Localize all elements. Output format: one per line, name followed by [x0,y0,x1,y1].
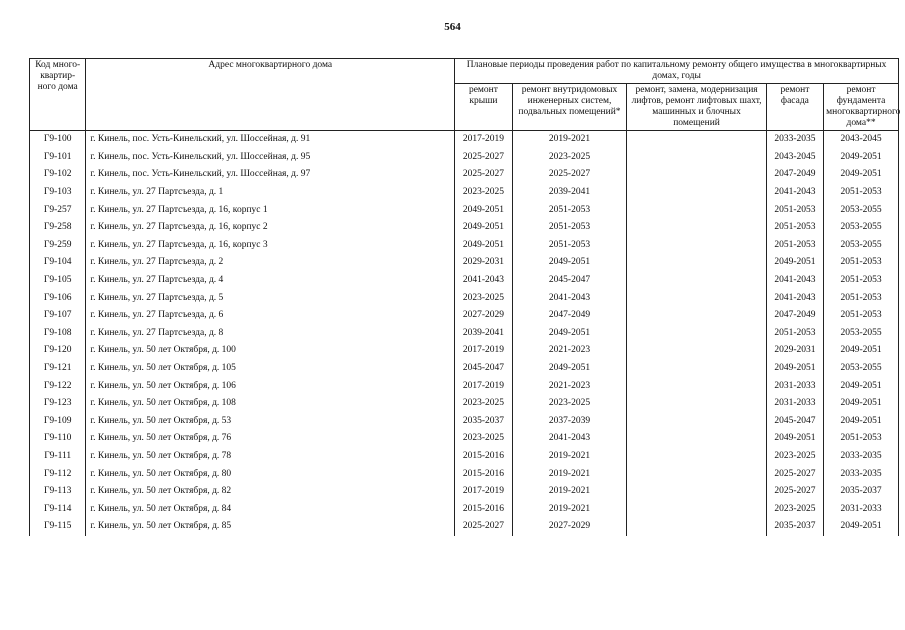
cell-code: Г9-114 [30,500,86,518]
cell-lifts [627,289,766,307]
cell-facade: 2025-2027 [766,483,823,501]
cell-lifts [627,149,766,167]
cell-foundation: 2053-2055 [824,201,899,219]
cell-facade: 2051-2053 [766,219,823,237]
cell-address: г. Кинель, ул. 27 Партсъезда, д. 6 [86,307,455,325]
cell-address: г. Кинель, ул. 50 лет Октября, д. 105 [86,360,455,378]
cell-foundation: 2035-2037 [824,483,899,501]
cell-roof: 2041-2043 [455,272,512,290]
table-row [30,483,899,501]
cell-foundation: 2049-2051 [824,518,899,536]
cell-code: Г9-123 [30,395,86,413]
cell-foundation: 2049-2051 [824,149,899,167]
cell-address: г. Кинель, ул. 50 лет Октября, д. 100 [86,342,455,360]
cell-roof: 2015-2016 [455,500,512,518]
cell-engineering: 2019-2021 [512,483,627,501]
cell-foundation: 2053-2055 [824,325,899,343]
cell-roof: 2049-2051 [455,237,512,255]
cell-roof: 2017-2019 [455,483,512,501]
cell-foundation: 2049-2051 [824,413,899,431]
cell-facade: 2029-2031 [766,342,823,360]
cell-lifts [627,377,766,395]
header-engineering: ремонт внутридомовых инженерных систем, подвальных помещений* [512,84,627,131]
cell-engineering: 2019-2021 [512,500,627,518]
cell-foundation: 2051-2053 [824,184,899,202]
cell-code: Г9-107 [30,307,86,325]
cell-code: Г9-111 [30,448,86,466]
cell-lifts [627,518,766,536]
cell-roof: 2049-2051 [455,201,512,219]
cell-code: Г9-120 [30,342,86,360]
cell-lifts [627,395,766,413]
cell-roof: 2017-2019 [455,377,512,395]
cell-foundation: 2049-2051 [824,377,899,395]
cell-lifts [627,272,766,290]
cell-foundation: 2049-2051 [824,395,899,413]
table-row [30,465,899,483]
cell-facade: 2047-2049 [766,166,823,184]
cell-engineering: 2049-2051 [512,254,627,272]
header-code: Код много-квартир-ного дома [30,59,86,131]
header-lifts: ремонт, замена, модернизация лифтов, ремонт лифтовых шахт, машинных и блочных помещений [627,84,766,131]
cell-foundation: 2053-2055 [824,360,899,378]
cell-facade: 2023-2025 [766,448,823,466]
cell-facade: 2049-2051 [766,430,823,448]
cell-engineering: 2027-2029 [512,518,627,536]
cell-foundation: 2031-2033 [824,500,899,518]
cell-address: г. Кинель, ул. 50 лет Октября, д. 85 [86,518,455,536]
cell-foundation: 2043-2045 [824,131,899,149]
cell-lifts [627,465,766,483]
cell-address: г. Кинель, пос. Усть-Кинельский, ул. Шоссейная, д. 95 [86,149,455,167]
table-row [30,131,899,149]
table-row [30,342,899,360]
cell-engineering: 2021-2023 [512,377,627,395]
table-row [30,201,899,219]
header-foundation: ремонт фундамента многоквартирного дома** [824,84,899,131]
cell-code: Г9-102 [30,166,86,184]
cell-facade: 2023-2025 [766,500,823,518]
cell-roof: 2015-2016 [455,465,512,483]
cell-roof: 2025-2027 [455,149,512,167]
table-row [30,448,899,466]
cell-code: Г9-122 [30,377,86,395]
cell-lifts [627,254,766,272]
header-address: Адрес многоквартирного дома [86,59,455,131]
cell-code: Г9-106 [30,289,86,307]
cell-foundation: 2049-2051 [824,342,899,360]
cell-address: г. Кинель, ул. 27 Партсъезда, д. 8 [86,325,455,343]
cell-engineering: 2051-2053 [512,219,627,237]
cell-engineering: 2019-2021 [512,465,627,483]
cell-code: Г9-115 [30,518,86,536]
cell-roof: 2027-2029 [455,307,512,325]
cell-facade: 2035-2037 [766,518,823,536]
cell-foundation: 2051-2053 [824,254,899,272]
cell-foundation: 2051-2053 [824,430,899,448]
cell-engineering: 2023-2025 [512,149,627,167]
header-roof: ремонт крыши [455,84,512,131]
cell-facade: 2041-2043 [766,289,823,307]
cell-address: г. Кинель, ул. 50 лет Октября, д. 80 [86,465,455,483]
cell-roof: 2017-2019 [455,342,512,360]
cell-roof: 2039-2041 [455,325,512,343]
cell-engineering: 2051-2053 [512,201,627,219]
cell-facade: 2045-2047 [766,413,823,431]
cell-address: г. Кинель, пос. Усть-Кинельский, ул. Шоссейная, д. 97 [86,166,455,184]
cell-roof: 2049-2051 [455,219,512,237]
cell-engineering: 2049-2051 [512,325,627,343]
table-row [30,184,899,202]
cell-engineering: 2023-2025 [512,395,627,413]
table-header [30,59,899,131]
cell-address: г. Кинель, ул. 50 лет Октября, д. 84 [86,500,455,518]
cell-code: Г9-109 [30,413,86,431]
cell-address: г. Кинель, ул. 27 Партсъезда, д. 5 [86,289,455,307]
cell-facade: 2051-2053 [766,201,823,219]
cell-roof: 2045-2047 [455,360,512,378]
cell-engineering: 2041-2043 [512,289,627,307]
cell-lifts [627,360,766,378]
cell-engineering: 2021-2023 [512,342,627,360]
cell-code: Г9-121 [30,360,86,378]
cell-address: г. Кинель, ул. 50 лет Октября, д. 106 [86,377,455,395]
cell-roof: 2015-2016 [455,448,512,466]
cell-address: г. Кинель, ул. 27 Партсъезда, д. 2 [86,254,455,272]
cell-roof: 2017-2019 [455,131,512,149]
cell-roof: 2023-2025 [455,430,512,448]
cell-foundation: 2053-2055 [824,237,899,255]
cell-facade: 2051-2053 [766,237,823,255]
table-row [30,272,899,290]
cell-lifts [627,219,766,237]
cell-foundation: 2051-2053 [824,307,899,325]
cell-address: г. Кинель, ул. 50 лет Октября, д. 108 [86,395,455,413]
cell-foundation: 2053-2055 [824,219,899,237]
cell-foundation: 2049-2051 [824,166,899,184]
cell-roof: 2025-2027 [455,166,512,184]
cell-lifts [627,430,766,448]
cell-engineering: 2041-2043 [512,430,627,448]
table-row [30,395,899,413]
cell-code: Г9-112 [30,465,86,483]
table-row [30,377,899,395]
cell-address: г. Кинель, ул. 27 Партсъезда, д. 1 [86,184,455,202]
cell-address: г. Кинель, пос. Усть-Кинельский, ул. Шоссейная, д. 91 [86,131,455,149]
cell-code: Г9-105 [30,272,86,290]
cell-engineering: 2037-2039 [512,413,627,431]
table-row [30,360,899,378]
cell-engineering: 2025-2027 [512,166,627,184]
cell-engineering: 2039-2041 [512,184,627,202]
cell-code: Г9-113 [30,483,86,501]
cell-address: г. Кинель, ул. 27 Партсъезда, д. 4 [86,272,455,290]
cell-code: Г9-258 [30,219,86,237]
cell-roof: 2023-2025 [455,395,512,413]
cell-code: Г9-108 [30,325,86,343]
table-row [30,518,899,536]
cell-address: г. Кинель, ул. 27 Партсъезда, д. 16, корпус 3 [86,237,455,255]
table-row [30,430,899,448]
cell-address: г. Кинель, ул. 50 лет Октября, д. 53 [86,413,455,431]
cell-lifts [627,325,766,343]
table-row [30,500,899,518]
cell-foundation: 2051-2053 [824,289,899,307]
cell-address: г. Кинель, ул. 50 лет Октября, д. 76 [86,430,455,448]
cell-lifts [627,500,766,518]
cell-code: Г9-110 [30,430,86,448]
cell-engineering: 2019-2021 [512,448,627,466]
cell-engineering: 2051-2053 [512,237,627,255]
page-number: 564 [444,21,461,33]
cell-address: г. Кинель, ул. 27 Партсъезда, д. 16, корпус 1 [86,201,455,219]
cell-code: Г9-259 [30,237,86,255]
capital-repair-table-container [29,58,899,536]
cell-engineering: 2019-2021 [512,131,627,149]
cell-roof: 2025-2027 [455,518,512,536]
cell-facade: 2051-2053 [766,325,823,343]
cell-engineering: 2045-2047 [512,272,627,290]
cell-facade: 2033-2035 [766,131,823,149]
capital-repair-table [29,58,899,536]
cell-facade: 2049-2051 [766,254,823,272]
cell-engineering: 2047-2049 [512,307,627,325]
cell-code: Г9-101 [30,149,86,167]
cell-address: г. Кинель, ул. 50 лет Октября, д. 82 [86,483,455,501]
table-body [30,131,899,536]
table-row [30,219,899,237]
cell-facade: 2043-2045 [766,149,823,167]
cell-code: Г9-100 [30,131,86,149]
cell-lifts [627,184,766,202]
cell-engineering: 2049-2051 [512,360,627,378]
cell-facade: 2025-2027 [766,465,823,483]
cell-lifts [627,237,766,255]
table-row [30,237,899,255]
cell-lifts [627,483,766,501]
cell-roof: 2029-2031 [455,254,512,272]
cell-facade: 2031-2033 [766,395,823,413]
cell-foundation: 2033-2035 [824,448,899,466]
cell-roof: 2023-2025 [455,289,512,307]
cell-facade: 2031-2033 [766,377,823,395]
table-row [30,325,899,343]
cell-facade: 2041-2043 [766,272,823,290]
cell-code: Г9-103 [30,184,86,202]
header-periods: Плановые периоды проведения работ по капитальному ремонту общего имущества в многоквартирных домах, годы [455,59,899,84]
cell-lifts [627,307,766,325]
cell-code: Г9-104 [30,254,86,272]
cell-foundation: 2033-2035 [824,465,899,483]
cell-facade: 2049-2051 [766,360,823,378]
cell-roof: 2035-2037 [455,413,512,431]
cell-address: г. Кинель, ул. 27 Партсъезда, д. 16, корпус 2 [86,219,455,237]
header-facade: ремонт фасада [766,84,823,131]
table-row [30,254,899,272]
cell-address: г. Кинель, ул. 50 лет Октября, д. 78 [86,448,455,466]
cell-lifts [627,413,766,431]
cell-lifts [627,448,766,466]
cell-roof: 2023-2025 [455,184,512,202]
cell-lifts [627,131,766,149]
cell-lifts [627,166,766,184]
cell-foundation: 2051-2053 [824,272,899,290]
table-row [30,149,899,167]
table-row [30,413,899,431]
table-row [30,166,899,184]
table-row [30,289,899,307]
cell-lifts [627,201,766,219]
table-row [30,307,899,325]
cell-code: Г9-257 [30,201,86,219]
cell-lifts [627,342,766,360]
cell-facade: 2041-2043 [766,184,823,202]
cell-facade: 2047-2049 [766,307,823,325]
